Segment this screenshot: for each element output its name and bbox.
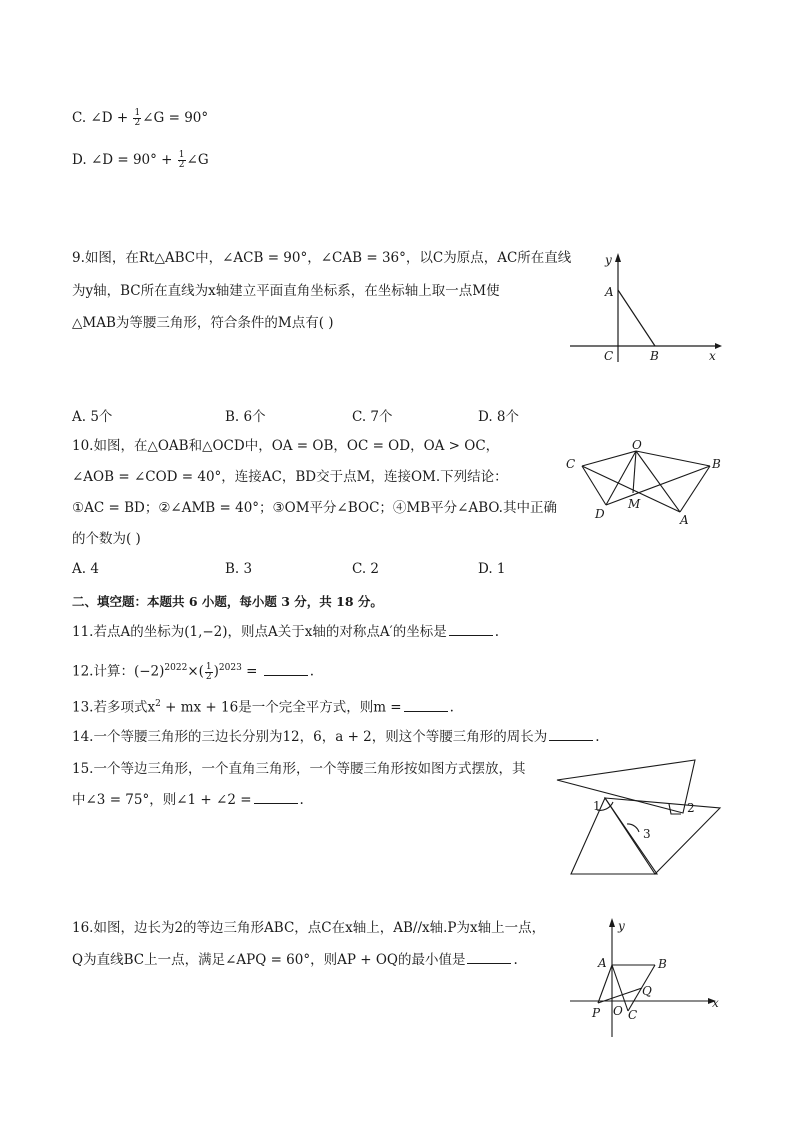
q8-c-half: [133, 109, 141, 128]
q8-d-part2: ∠G: [186, 152, 209, 168]
q12-times: ×(: [187, 663, 204, 680]
q16-fig-O: O: [613, 1004, 623, 1018]
q8-d-part1: ∠D = 90° +: [90, 152, 177, 168]
q12-half-num: 1: [205, 661, 212, 672]
q15-line1: 15.一个等边三角形，一个直角三角形，一个等腰三角形按如图方式摆放，其: [72, 761, 526, 777]
q9-fig-A: A: [605, 285, 614, 299]
q10-option-a: A. 4: [72, 561, 99, 577]
q15-end: .: [299, 792, 304, 808]
q13-mid: + mx + 16是一个完全平方式，则m =: [160, 699, 402, 716]
q12-half: [205, 663, 213, 682]
q13: [72, 694, 454, 718]
q9-figure: [565, 250, 725, 370]
q9-option-a: A. 5个: [72, 409, 113, 425]
q9-line1: 9.如图，在Rt△ABC中，∠ACB = 90°，∠CAB = 36°，以C为原点，AC所在直线: [72, 250, 572, 266]
q15-blank: [254, 791, 298, 804]
q15-line2-text: 中∠3 = 75°，则∠1 + ∠2 =: [72, 792, 252, 808]
q14: [72, 727, 600, 747]
q16-figure: [568, 915, 728, 1040]
q16-fig-x: x: [712, 996, 719, 1010]
q16-line2-text: Q为直线BC上一点，满足∠APQ = 60°，则AP + OQ的最小值是: [72, 952, 466, 968]
q10-line2: ∠AOB = ∠COD = 40°，连接AC，BD交于点M，连接OM.下列结论：: [72, 469, 508, 485]
q16-fig-A: A: [598, 956, 607, 970]
q11: [72, 622, 499, 642]
q15-line2: [72, 790, 304, 810]
q10-fig-C: C: [566, 457, 576, 471]
q11-end: .: [494, 624, 500, 640]
q16-fig-C: C: [628, 1008, 638, 1022]
q15-fig-angle2: 2: [687, 801, 695, 815]
q10-line4: 的个数为( ): [72, 531, 141, 547]
q9-line3: △MAB为等腰三角形，符合条件的M点有( ): [72, 315, 334, 331]
q16-fig-y: y: [618, 919, 625, 933]
q16-line1: 16.如图，边长为2的等边三角形ABC，点C在x轴上，AB//x轴.P为x轴上一点，: [72, 920, 546, 936]
q13-exp: 2: [155, 699, 161, 709]
q9-fig-C: C: [604, 349, 614, 363]
q8-d-half-den: 2: [178, 160, 185, 170]
q16-fig-Q: Q: [642, 984, 652, 998]
q12: [72, 658, 314, 682]
q16-fig-P: P: [592, 1006, 601, 1020]
q14-end: .: [595, 729, 600, 745]
q10-fig-A: A: [680, 513, 689, 527]
q12-pre: 12.计算：(−2): [72, 663, 165, 680]
q9-option-d: D. 8个: [478, 409, 520, 425]
q13-end: .: [449, 699, 454, 716]
q10-fig-O: O: [632, 438, 642, 452]
q12-exp2: 2023: [218, 663, 242, 673]
q11-blank: [449, 623, 493, 636]
q8-c-part2: ∠G = 90°: [142, 110, 209, 126]
q8-c-half-num: 1: [134, 108, 141, 118]
q8-option-c: [72, 108, 208, 128]
q8-d-half: [178, 151, 186, 170]
q8-d-label: D.: [72, 152, 87, 168]
section-2-heading: 二、填空题：本题共 6 小题，每小题 3 分，共 18 分。: [72, 594, 383, 609]
q8-c-label: C.: [72, 110, 87, 126]
q13-blank: [404, 699, 448, 712]
q15-fig-angle3: 3: [643, 827, 651, 841]
q16-end: .: [513, 952, 518, 968]
q16-fig-B: B: [658, 957, 667, 971]
q10-fig-M: M: [628, 497, 641, 511]
q15-figure: [555, 758, 725, 878]
q10-option-c: C. 2: [352, 561, 380, 577]
q15-fig-angle1: 1: [593, 799, 601, 813]
q9-fig-x: x: [709, 349, 716, 363]
q9-option-b: B. 6个: [225, 409, 266, 425]
q12-half-den: 2: [205, 671, 212, 682]
q8-option-d: [72, 150, 209, 170]
q9-line2: 为y轴，BC所在直线为x轴建立平面直角坐标系，在坐标轴上取一点M使: [72, 283, 500, 299]
q14-text: 14.一个等腰三角形的三边长分别为12，6，a + 2，则这个等腰三角形的周长为: [72, 729, 548, 745]
q8-c-half-den: 2: [134, 118, 141, 128]
q10-line1: 10.如图，在△OAB和△OCD中，OA = OB，OC = OD，OA > OC，: [72, 438, 500, 454]
q10-figure: [560, 438, 730, 530]
q8-c-part1: ∠D +: [90, 110, 133, 126]
q12-close: ): [213, 663, 219, 680]
q9-fig-B: B: [650, 349, 659, 363]
q12-blank: [264, 663, 308, 676]
q10-option-b: B. 3: [225, 561, 253, 577]
q10-line3: ①AC = BD；②∠AMB = 40°；③OM平分∠BOC；④MB平分∠ABO.其中正确: [72, 500, 557, 516]
q11-text: 11.若点A的坐标为(1,−2)，则点A关于x轴的对称点A′的坐标是: [72, 624, 447, 640]
q16-blank: [467, 951, 511, 964]
q9-option-c: C. 7个: [352, 409, 393, 425]
q13-pre: 13.若多项式x: [72, 699, 156, 716]
q14-blank: [549, 728, 593, 741]
q12-end: .: [309, 663, 315, 680]
q10-option-d: D. 1: [478, 561, 506, 577]
q9-fig-y: y: [605, 253, 612, 267]
q12-eq: =: [241, 663, 262, 680]
q8-d-half-num: 1: [178, 150, 185, 160]
q12-exp1: 2022: [164, 663, 188, 673]
q10-fig-B: B: [712, 457, 721, 471]
q16-line2: [72, 950, 518, 970]
q10-fig-D: D: [595, 507, 605, 521]
